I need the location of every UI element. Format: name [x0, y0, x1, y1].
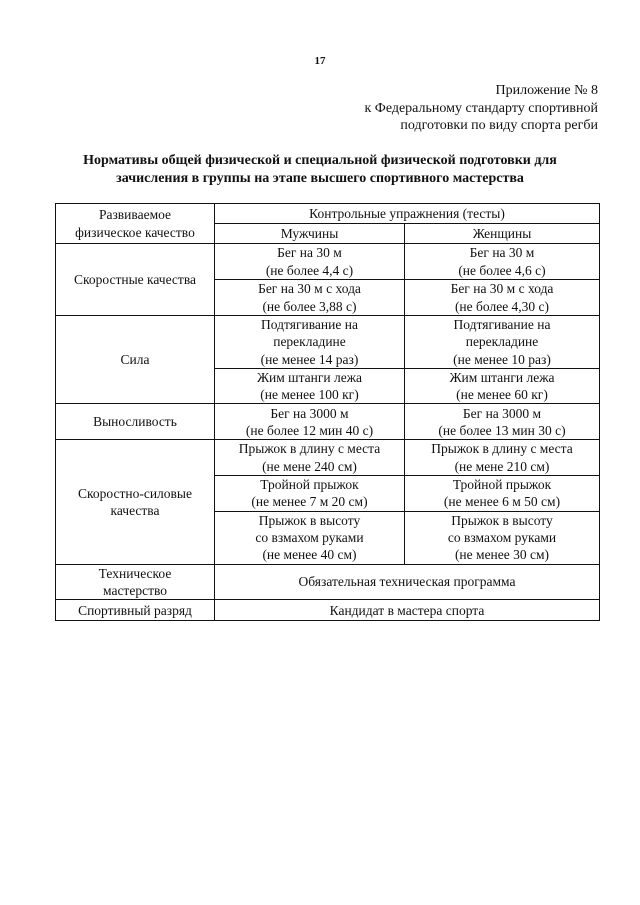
cell-run3000-women [405, 404, 600, 440]
cell-line: со взмахом руками [255, 530, 364, 546]
cell-line: (не менее 60 кг) [456, 387, 548, 403]
quality-speed-strength-line-1: Скоростно-силовые [78, 485, 192, 501]
header-men: Мужчины [215, 224, 405, 244]
cell-line: Тройной прыжок [452, 477, 552, 493]
cell-line: Бег на 3000 м [270, 405, 349, 421]
cell-line: Прыжок в длину с места [431, 441, 573, 457]
cell-highjump-women [405, 511, 600, 564]
appendix-line-number: Приложение № 8 [495, 83, 598, 98]
cell-line: Жим штанги лежа [449, 370, 555, 385]
cell-run30-flying-men [215, 280, 405, 316]
cell-line: (не менее 10 раз) [453, 351, 551, 367]
title-line-2: зачисления в группы на этапе высшего спортивного мастерства [116, 171, 524, 186]
cell-technical-program: Обязательная техническая программа [215, 564, 600, 599]
cell-run30-flying-women [405, 280, 600, 316]
cell-longjump-men [215, 440, 405, 475]
cell-line: со взмахом руками [447, 530, 557, 546]
cell-line: (не более 4,4 с) [265, 262, 354, 278]
cell-line: Бег на 30 м [277, 245, 342, 261]
cell-bench-women [405, 369, 600, 404]
quality-sport-rank: Спортивный разряд [56, 600, 215, 621]
quality-speed-strength [56, 440, 215, 564]
quality-technical [56, 564, 215, 599]
cell-line: (не менее 100 кг) [260, 387, 359, 403]
appendix-line-sport: подготовки по виду спорта регби [400, 118, 598, 133]
cell-line: (не менее 14 раз) [260, 351, 359, 367]
quality-technical-line-2: мастерство [103, 583, 167, 599]
appendix-header [364, 82, 598, 135]
header-control-exercises: Контрольные упражнения (тесты) [215, 204, 600, 224]
cell-pullup-women [405, 316, 600, 369]
cell-line: (не менее 7 м 20 см) [251, 494, 368, 510]
cell-line: Прыжок в длину с места [238, 441, 381, 457]
cell-line: Прыжок в высоту [258, 513, 361, 528]
cell-line: Жим штанги лежа [256, 370, 363, 385]
quality-speed: Скоростные качества [56, 244, 215, 316]
cell-line: Бег на 30 м с хода [450, 281, 554, 297]
cell-line: (не менее 40 см) [262, 547, 357, 563]
page-number: 17 [314, 55, 326, 67]
quality-endurance: Выносливость [56, 404, 215, 440]
cell-run30-men [215, 244, 405, 280]
quality-strength: Сила [56, 316, 215, 404]
standards-table [55, 203, 600, 621]
cell-sport-rank: Кандидат в мастера спорта [215, 600, 600, 621]
cell-line: (не более 12 мин 40 с) [245, 422, 374, 438]
document-title [0, 152, 640, 188]
cell-pullup-men [215, 316, 405, 369]
cell-line: Тройной прыжок [260, 477, 359, 493]
header-developed-quality-line-1: Развиваемое [98, 207, 172, 223]
appendix-line-standard: к Федеральному стандарту спортивной [364, 100, 598, 116]
header-women: Женщины [405, 224, 600, 244]
cell-line: (не более 4,30 с) [454, 298, 550, 314]
cell-line: (не более 3,88 с) [262, 298, 357, 314]
cell-line: (не мене 210 см) [454, 458, 550, 474]
cell-line: (не мене 240 см) [262, 458, 357, 474]
cell-highjump-men [215, 511, 405, 564]
cell-line: Подтягивание на [453, 317, 551, 333]
quality-technical-line-1: Техническое [98, 565, 172, 581]
cell-line: перекладине [273, 334, 346, 350]
cell-longjump-women [405, 440, 600, 475]
cell-line: (не менее 30 см) [454, 547, 550, 563]
cell-line: Бег на 30 м с хода [258, 281, 361, 297]
cell-line: (не более 13 мин 30 с) [438, 422, 566, 438]
cell-bench-men [215, 369, 405, 404]
cell-line: Бег на 3000 м [462, 405, 542, 421]
cell-run3000-men [215, 404, 405, 440]
cell-run30-women [405, 244, 600, 280]
title-line-1: Нормативы общей физической и специальной физической подготовки для [83, 153, 557, 168]
cell-triplejump-women [405, 475, 600, 511]
cell-triplejump-men [215, 475, 405, 511]
cell-line: перекладине [465, 334, 539, 350]
cell-line: (не более 4,6 с) [458, 262, 546, 278]
quality-speed-strength-line-2: качества [110, 503, 160, 519]
cell-line: Бег на 30 м [469, 245, 535, 261]
cell-line: Прыжок в высоту [451, 513, 553, 528]
cell-line: (не менее 6 м 50 см) [443, 494, 561, 510]
header-developed-quality [56, 204, 215, 244]
cell-line: Подтягивание на [261, 317, 358, 333]
header-developed-quality-line-2: физическое качество [75, 224, 195, 240]
